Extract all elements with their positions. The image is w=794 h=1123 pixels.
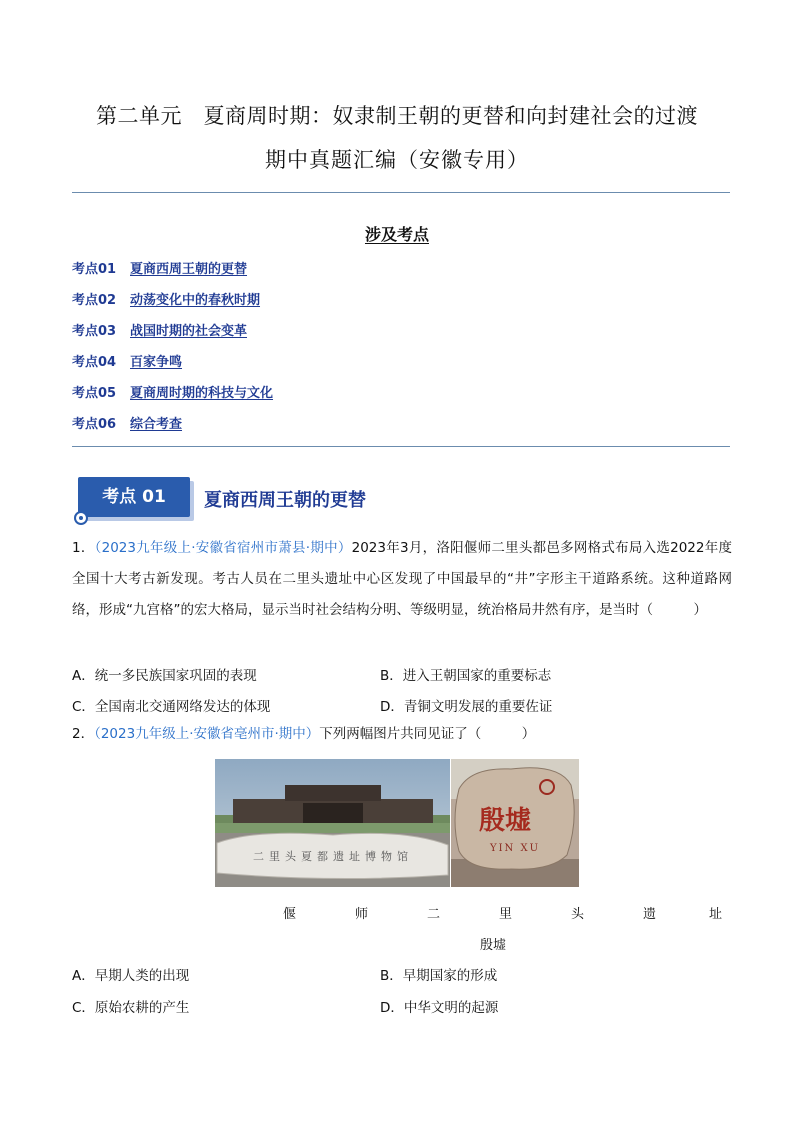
toc-item-num: 考点06 bbox=[72, 417, 117, 432]
toc-item-num: 考点01 bbox=[72, 262, 117, 277]
toc-divider bbox=[72, 446, 730, 447]
page-subtitle: 期中真题汇编（安徽专用） bbox=[265, 148, 529, 172]
toc-item-05[interactable] bbox=[72, 382, 273, 401]
toc-item-title: 夏商周时期的科技与文化 bbox=[130, 386, 274, 401]
section-badge-label: 考点 01 bbox=[102, 487, 166, 507]
q1-option-b[interactable]: B．进入王朝国家的重要标志 bbox=[380, 668, 552, 684]
erlitou-museum-image bbox=[215, 759, 450, 887]
q1-option-a[interactable]: A．统一多民族国家巩固的表现 bbox=[72, 668, 257, 684]
museum-sign-text: 二里头夏都遗址博物馆 bbox=[253, 850, 413, 863]
top-divider bbox=[72, 192, 730, 193]
erlitou-museum-photo bbox=[215, 759, 450, 887]
question-text: 下列两幅图片共同见证了（ ） bbox=[319, 726, 536, 742]
toc-item-num: 考点05 bbox=[72, 386, 117, 401]
question-source: （2023九年级上·安徽省亳州市·期中） bbox=[94, 726, 320, 742]
caption-char: 址 bbox=[709, 907, 723, 922]
caption-char: 师 bbox=[355, 907, 369, 922]
question-number: 1． bbox=[72, 540, 95, 556]
toc-item-title: 夏商西周王朝的更替 bbox=[130, 262, 248, 277]
question-2 bbox=[72, 719, 732, 750]
toc-heading: 涉及考点 bbox=[364, 225, 429, 244]
section-badge bbox=[78, 477, 190, 517]
toc-item-04[interactable] bbox=[72, 351, 182, 370]
caption-yinxu: 殷墟 bbox=[480, 938, 507, 953]
toc-item-03[interactable] bbox=[72, 320, 247, 339]
question-number: 2． bbox=[72, 726, 95, 742]
toc-item-title: 战国时期的社会变革 bbox=[130, 324, 248, 339]
caption-char: 遗 bbox=[643, 907, 657, 922]
question-text: 2023年3月，洛阳偃师二里头都邑多网格式布局入选2022年度全国十大考古新发现。考古人员在二里头遗址中心区发现了中国最早的“井”字形主干道路系统。这种道路网络，形成“九宫格”的宏大格局，显示当时社会结构分明、等级明显，统治格局井然有序，是当时（ ） bbox=[72, 540, 732, 618]
target-icon bbox=[74, 511, 88, 525]
caption-char: 偃 bbox=[283, 907, 297, 922]
yinxu-sign-en: YIN XU bbox=[489, 843, 541, 854]
question-source: （2023九年级上·安徽省宿州市萧县·期中） bbox=[94, 540, 352, 556]
caption-char: 二 bbox=[427, 907, 441, 922]
q2-option-d[interactable]: D．中华文明的起源 bbox=[380, 1000, 499, 1016]
yinxu-stone-image bbox=[451, 759, 579, 887]
toc-item-01[interactable] bbox=[72, 258, 247, 277]
toc-item-num: 考点02 bbox=[72, 293, 117, 308]
q2-option-a[interactable]: A．早期人类的出现 bbox=[72, 968, 190, 984]
caption-char: 里 bbox=[499, 907, 513, 922]
toc-item-title: 百家争鸣 bbox=[130, 355, 183, 370]
q1-option-d[interactable]: D．青铜文明发展的重要佐证 bbox=[380, 699, 553, 715]
page-title: 第二单元 夏商周时期：奴隶制王朝的更替和向封建社会的过渡 bbox=[96, 104, 698, 128]
q2-option-c[interactable]: C．原始农耕的产生 bbox=[72, 1000, 190, 1016]
toc-item-title: 综合考查 bbox=[130, 417, 183, 432]
section-title: 夏商西周王朝的更替 bbox=[204, 490, 366, 511]
toc-item-02[interactable] bbox=[72, 289, 260, 308]
toc-item-num: 考点04 bbox=[72, 355, 117, 370]
toc-item-num: 考点03 bbox=[72, 324, 117, 339]
toc-item-06[interactable] bbox=[72, 413, 182, 432]
caption-char: 头 bbox=[571, 907, 585, 922]
question-1 bbox=[72, 533, 732, 626]
toc-item-title: 动荡变化中的春秋时期 bbox=[130, 293, 261, 308]
yinxu-photo bbox=[451, 759, 579, 887]
yinxu-sign-cn: 殷墟 bbox=[478, 806, 532, 836]
q2-option-b[interactable]: B．早期国家的形成 bbox=[380, 968, 498, 984]
q1-option-c[interactable]: C．全国南北交通网络发达的体现 bbox=[72, 699, 271, 715]
